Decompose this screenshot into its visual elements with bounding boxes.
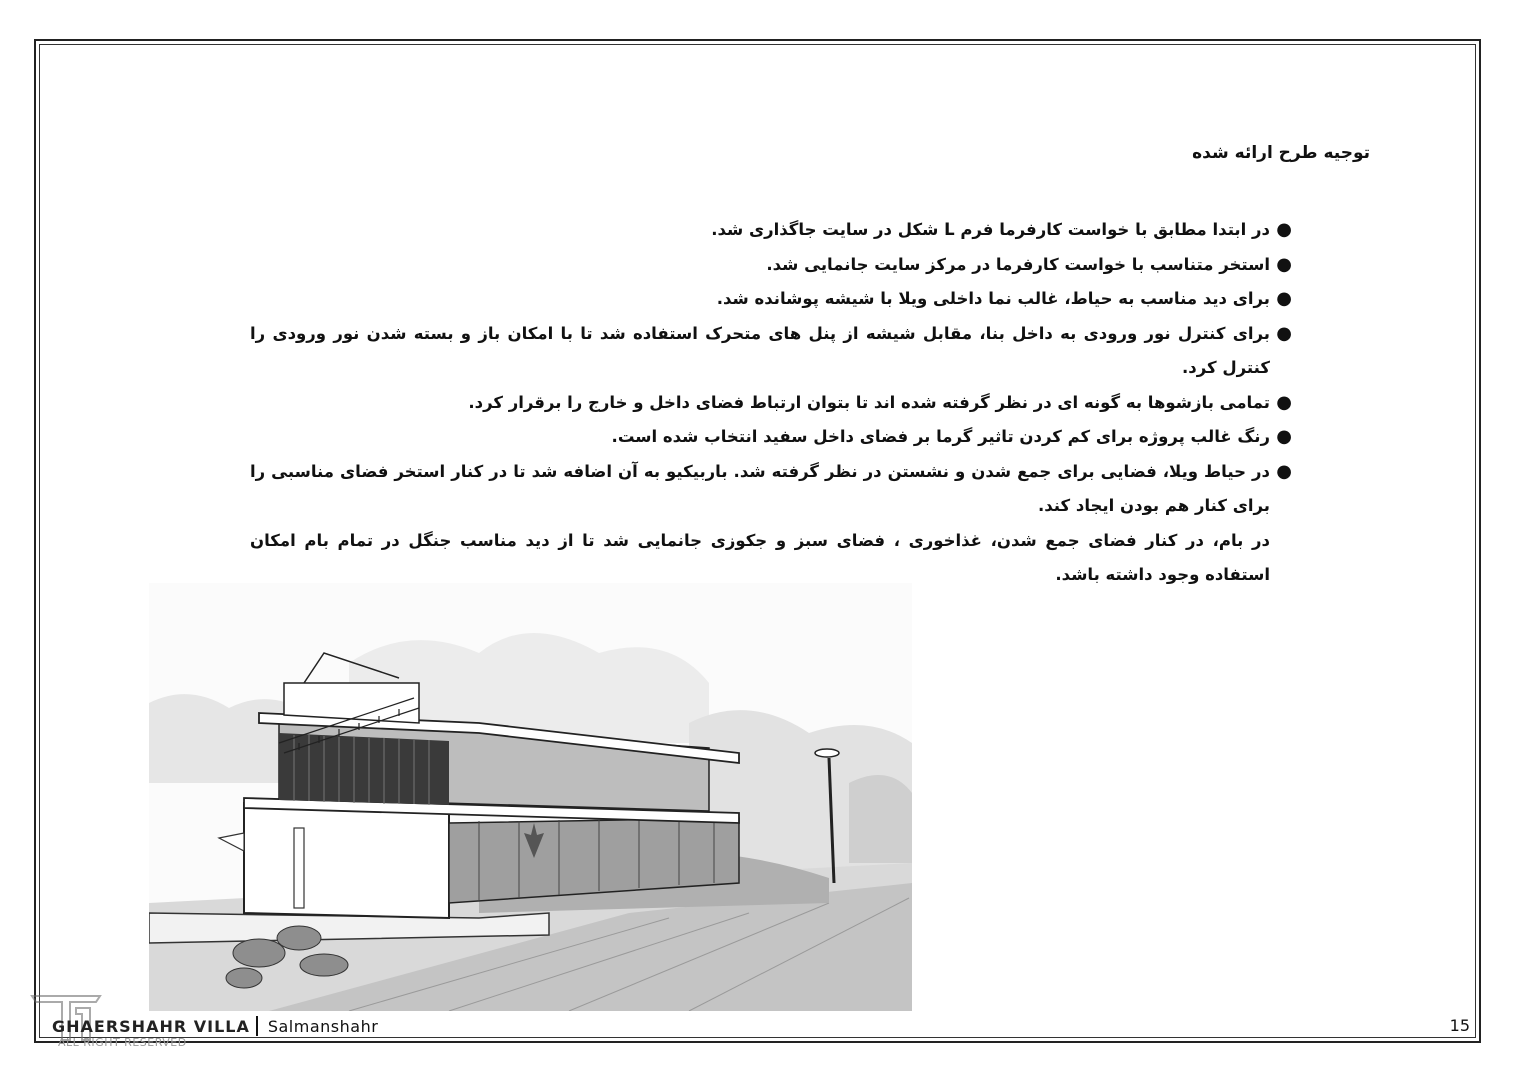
bullet-list (250, 213, 1292, 524)
list-item-text: در ابتدا مطابق با خواست کارفرما فرم L شکل در سایت جاگذاری شد. (711, 220, 1270, 239)
list-item-text: در حیاط ویلا، فضایی برای جمع شدن و نشستن در نظر گرفته شد. باربیکیو به آن اضافه شد تا در کنار استخر فضای مناسبی را برای کنار هم بودن ایجاد کند. (250, 461, 1270, 515)
list-item (250, 282, 1292, 317)
bullet-icon: ● (1276, 288, 1292, 309)
bullet-icon: ● (1276, 253, 1292, 275)
list-item (250, 455, 1292, 524)
bullet-icon: ● (1276, 391, 1292, 413)
project-name: GHAERSHAHR VILLA (52, 1016, 250, 1036)
list-item-text: استخر متناسب با خواست کارفرما در مرکز سایت جانمایی شد. (766, 254, 1270, 274)
villa-sketch-drawing (149, 583, 912, 1011)
project-footer (52, 1016, 378, 1036)
bullet-icon: ● (1276, 219, 1292, 240)
list-item (250, 248, 1292, 283)
bullet-icon: ● (1276, 322, 1292, 344)
list-item (250, 213, 1292, 248)
bullet-icon: ● (1276, 426, 1292, 447)
list-item-text: رنگ غالب پروژه برای کم کردن تاثیر گرما بر فضای داخل سفید انتخاب شده است. (611, 427, 1270, 446)
rooftop-paragraph: در بام، در کنار فضای جمع شدن، غذاخوری ، فضای سبز و جکوزی جانمایی شد تا از دید مناسب جنگل در تمام بام امکان استفاده وجود داشته باشد. (250, 530, 1270, 584)
list-item-text: برای دید مناسب به حیاط، غالب نما داخلی ویلا با شیشه پوشانده شد. (716, 289, 1270, 308)
list-item-text: برای کنترل نور ورودی به داخل بنا، مقابل شیشه از پنل های متحرک استفاده شد تا با امکان باز و بسته شدن نور ورودی را کنترل کرد. (250, 323, 1270, 377)
villa-sketch-image (149, 583, 912, 1011)
footer-divider (256, 1016, 258, 1036)
list-item (250, 420, 1292, 455)
bullet-icon: ● (1276, 460, 1292, 482)
list-item (250, 317, 1292, 386)
project-location: Salmanshahr (267, 1016, 379, 1036)
page-number: 15 (1449, 1016, 1470, 1035)
watermark-caption: ALL RIGHT RESERVED (58, 1036, 187, 1049)
section-heading: توجیه طرح ارائه شده (1192, 143, 1370, 163)
list-item (250, 386, 1292, 421)
description-body (250, 213, 1292, 593)
list-item-text: تمامی بازشوها به گونه ای در نظر گرفته شده اند تا بتوان ارتباط فضای داخل و خارج را برقرار کرد. (468, 392, 1270, 412)
